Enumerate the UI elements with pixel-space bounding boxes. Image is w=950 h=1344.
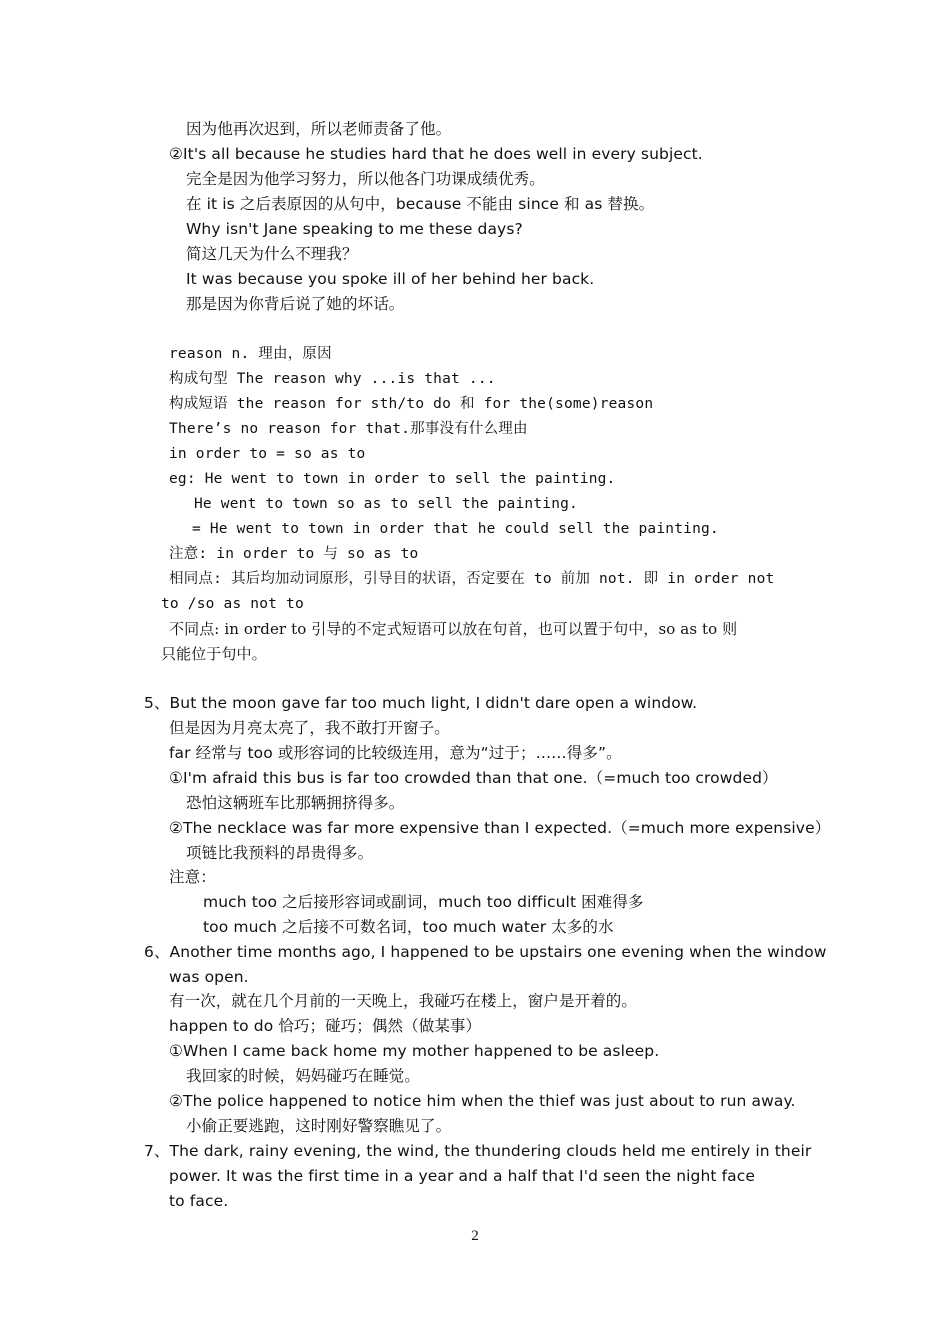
translation-line: 但是因为月亮太亮了，我不敢打开窗子。 (169, 719, 450, 737)
example-sentence: ①I'm afraid this bus is far too crowded than that one.（=much too crowded） (169, 769, 778, 787)
grammar-note: happen to do 恰巧；碰巧；偶然（做某事） (169, 1017, 482, 1035)
example-sentence: It was because you spoke ill of her behind her back. (186, 270, 595, 288)
numbered-sentence: power. It was the first time in a year and a half that I'd seen the night face (169, 1167, 756, 1185)
translation-line: 小偷正要逃跑，这时刚好警察瞧见了。 (186, 1117, 452, 1135)
translation-line: 完全是因为他学习努力，所以他各门功课成绩优秀。 (186, 170, 545, 188)
translation-line: 那是因为你背后说了她的坏话。 (186, 295, 405, 313)
note-heading: 注意: in order to 与 so as to (169, 546, 419, 562)
example-sentence: ②The necklace was far more expensive than I expected.（=much more expensive） (169, 819, 831, 837)
numbered-sentence: 7、The dark, rainy evening, the wind, the thundering clouds held me entirely in their (144, 1142, 812, 1160)
example-sentence: ①When I came back home my mother happened to be asleep. (169, 1042, 660, 1060)
grammar-note: to /so as not to (161, 596, 304, 612)
page-number: 2 (471, 1228, 479, 1244)
grammar-note: far 经常与 too 或形容词的比较级连用，意为“过于；……得多”。 (169, 744, 622, 762)
example-sentence: = He went to town in order that he could sell the painting. (192, 521, 719, 537)
vocab-note: in order to = so as to (169, 446, 366, 462)
note-heading: 注意： (169, 868, 216, 886)
vocab-note: There’s no reason for that.那事没有什么理由 (169, 421, 528, 437)
translation-line: 项链比我预料的昂贵得多。 (186, 844, 374, 862)
grammar-note: too much 之后接不可数名词，too much water 太多的水 (203, 918, 614, 936)
grammar-note: 相同点: 其后均加动词原形，引导目的状语，否定要在 to 前加 not. 即 in order not (169, 571, 775, 587)
text-line: 因为他再次迟到，所以老师责备了他。 (186, 120, 452, 138)
example-sentence: He went to town so as to sell the painting. (194, 496, 578, 512)
grammar-note: 只能位于句中。 (161, 645, 267, 663)
translation-line: 有一次，就在几个月前的一天晚上，我碰巧在楼上，窗户是开着的。 (169, 992, 638, 1010)
numbered-sentence: 5、But the moon gave far too much light, I didn't dare open a window. (144, 694, 698, 712)
translation-line: 我回家的时候，妈妈碰巧在睡觉。 (186, 1067, 421, 1085)
translation-line: 恐怕这辆班车比那辆拥挤得多。 (186, 794, 405, 812)
vocab-note: 构成句型 The reason why ...is that ... (169, 371, 496, 387)
grammar-note: much too 之后接形容词或副词，much too difficult 困难得多 (203, 893, 644, 911)
numbered-sentence: 6、Another time months ago, I happened to be upstairs one evening when the window (144, 943, 827, 961)
example-sentence: ②The police happened to notice him when the thief was just about to run away. (169, 1092, 796, 1110)
grammar-note: 在 it is 之后表原因的从句中，because 不能由 since 和 as 替换。 (186, 195, 655, 213)
vocab-note: 构成短语 the reason for sth/to do 和 for the(some)reason (169, 396, 654, 412)
grammar-note: 不同点: in order to 引导的不定式短语可以放在句首，也可以置于句中，so as to 则 (169, 620, 738, 638)
numbered-sentence: was open. (169, 968, 249, 986)
example-sentence: Why isn't Jane speaking to me these days? (186, 220, 523, 238)
example-sentence: ②It's all because he studies hard that he does well in every subject. (169, 145, 703, 163)
vocab-entry: reason n. 理由，原因 (169, 346, 332, 362)
numbered-sentence: to face. (169, 1192, 229, 1210)
translation-line: 简这几天为什么不理我？ (186, 245, 358, 263)
example-sentence: eg: He went to town in order to sell the painting. (169, 471, 616, 487)
